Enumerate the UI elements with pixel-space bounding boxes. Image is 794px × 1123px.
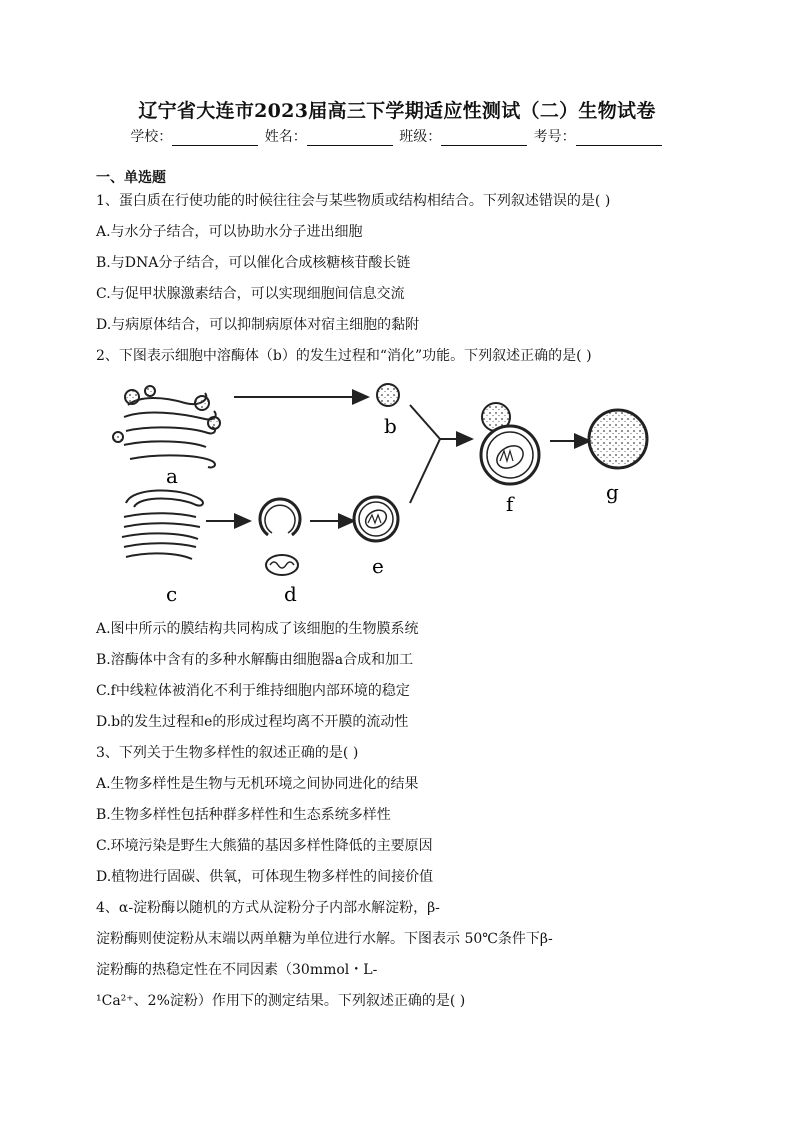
- figure-label-d: d: [284, 582, 297, 606]
- q1-option-d: D.与病原体结合，可以抑制病原体对宿主细胞的黏附: [96, 317, 420, 333]
- golgi-apparatus-drawing: [113, 386, 220, 467]
- figure-label-c: c: [166, 582, 178, 606]
- q4-stem-line-4: ¹Ca²⁺、2%淀粉）作用下的测定结果。下列叙述正确的是( ): [96, 993, 466, 1009]
- q4-stem-line-1: 4、α-淀粉酶以随机的方式从淀粉分子内部水解淀粉，β-: [96, 900, 440, 916]
- autophagosome-e-drawing: [354, 497, 398, 541]
- q3-option-a: A.生物多样性是生物与无机环境之间协同进化的结果: [96, 776, 419, 792]
- q3-option-d: D.植物进行固碳、供氧，可体现生物多样性的间接价值: [96, 869, 434, 885]
- name-label: 姓名：: [264, 129, 307, 145]
- q2-option-a: A.图中所示的膜结构共同构成了该细胞的生物膜系统: [96, 621, 419, 637]
- class-label: 班级：: [399, 129, 442, 145]
- q3-stem: 3、下列关于生物多样性的叙述正确的是( ): [96, 745, 359, 761]
- figure-label-f: f: [506, 492, 514, 516]
- q3-option-c: C.环境污染是野生大熊猫的基因多样性降低的主要原因: [96, 838, 433, 854]
- student-info-row: [0, 126, 794, 146]
- q4-stem-line-2: 淀粉酶则使淀粉从末端以两单糖为单位进行水解。下图表示 50℃条件下β-: [96, 931, 553, 947]
- q4-stem-line-3: 淀粉酶的热稳定性在不同因素（30mmol・L-: [96, 962, 378, 978]
- q1-stem: 1、蛋白质在行使功能的时候往往会与某些物质或结构相结合。下列叙述错误的是( ): [96, 193, 611, 209]
- page-title: 辽宁省大连市2023届高三下学期适应性测试（二）生物试卷: [138, 100, 656, 122]
- q1-option-a: A.与水分子结合，可以协助水分子进出细胞: [96, 224, 363, 240]
- school-label: 学校：: [130, 129, 173, 145]
- exam-no-blank: [576, 131, 662, 146]
- q1-option-b: B.与DNA分子结合，可以催化合成核糖核苷酸长链: [96, 255, 411, 271]
- q2-option-c: C.f中线粒体被消化不利于维持细胞内部环境的稳定: [96, 683, 410, 699]
- section-heading: 一、单选题: [96, 170, 166, 186]
- q2-option-d: D.b的发生过程和e的形成过程均离不开膜的流动性: [96, 714, 409, 730]
- lysosome-figure: [110, 375, 670, 607]
- q1-option-c: C.与促甲状腺激素结合，可以实现细胞间信息交流: [96, 286, 405, 302]
- class-blank: [441, 131, 527, 146]
- q3-option-b: B.生物多样性包括种群多样性和生态系统多样性: [96, 807, 391, 823]
- lysosome-b-drawing: [377, 384, 399, 406]
- figure-label-a: a: [166, 464, 178, 488]
- school-blank: [172, 131, 258, 146]
- endoplasmic-reticulum-drawing: [122, 490, 203, 559]
- exam-no-label: 考号：: [533, 129, 576, 145]
- forming-membrane-d-drawing: [260, 499, 300, 575]
- q2-option-b: B.溶酶体中含有的多种水解酶由细胞器a合成和加工: [96, 652, 414, 668]
- figure-label-e: e: [372, 554, 384, 578]
- figure-label-b: b: [384, 414, 397, 438]
- figure-label-g: g: [606, 480, 619, 504]
- q2-stem: 2、下图表示细胞中溶酶体（b）的发生过程和“消化”功能。下列叙述正确的是( ): [96, 348, 592, 364]
- fusion-f-drawing: [481, 403, 539, 484]
- name-blank: [307, 131, 393, 146]
- residual-body-g-drawing: [589, 410, 647, 468]
